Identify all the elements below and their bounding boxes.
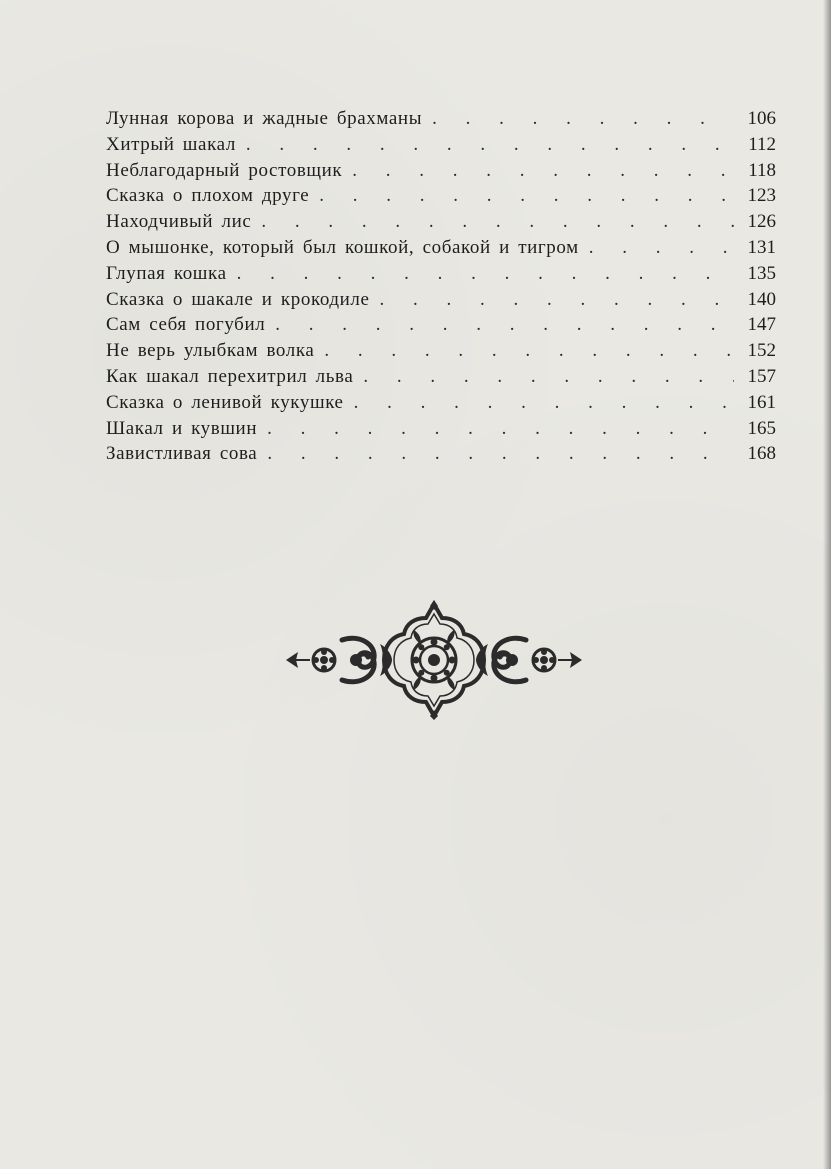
toc-entry-page: 157 xyxy=(747,365,776,387)
toc-entry-page: 126 xyxy=(747,211,776,233)
dot-leader xyxy=(363,366,734,388)
dot-leader xyxy=(380,289,734,311)
dot-leader xyxy=(275,314,734,336)
toc-entry-title: Неблагодарный ростовщик xyxy=(106,159,343,181)
toc-entry-title: Хитрый шакал xyxy=(106,133,236,155)
dot-leader xyxy=(432,108,734,130)
toc-entry-title: Шакал и кувшин xyxy=(106,417,258,439)
toc-entry xyxy=(106,185,776,211)
toc-entry-title: Глупая кошка xyxy=(106,262,227,284)
toc-entry-title: Как шакал перехитрил льва xyxy=(106,365,354,387)
toc-entry-page: 106 xyxy=(747,108,776,129)
toc-entry-page: 131 xyxy=(747,236,776,258)
toc-entry-page: 152 xyxy=(747,340,776,362)
toc-entry xyxy=(106,418,776,444)
toc-entry xyxy=(106,134,776,160)
dot-leader xyxy=(354,392,734,414)
toc-entry-title: Лунная корова и жадные брахманы xyxy=(106,108,423,129)
toc-entry xyxy=(106,108,776,134)
dot-leader xyxy=(261,211,734,233)
toc-entry xyxy=(106,366,776,392)
dot-leader xyxy=(237,263,734,285)
toc-entry-page: 147 xyxy=(747,314,776,336)
dot-leader xyxy=(589,237,734,259)
floral-ornament-icon xyxy=(284,600,584,720)
toc-entry xyxy=(106,237,776,263)
toc-entry-title: Сам себя погубил xyxy=(106,314,266,336)
toc-entry-title: О мышонке, который был кошкой, собакой и тигром xyxy=(106,236,579,258)
toc-entry-title: Сказка о ленивой кукушке xyxy=(106,391,344,413)
toc-entry-title: Завистливая сова xyxy=(106,443,258,465)
toc-entry xyxy=(106,263,776,289)
toc-entry-page: 168 xyxy=(747,443,776,465)
toc-entry-title: Находчивый лис xyxy=(106,211,252,233)
toc-entry xyxy=(106,392,776,418)
dot-leader xyxy=(267,418,734,440)
toc-entry xyxy=(106,340,776,366)
dot-leader xyxy=(246,134,734,156)
toc-entry-title: Не верь улыбкам волка xyxy=(106,340,315,362)
toc-entry xyxy=(106,160,776,186)
toc-entry xyxy=(106,314,776,340)
toc-entry-page: 112 xyxy=(748,133,776,155)
page-edge-shadow xyxy=(823,0,831,1169)
toc-entry-page: 135 xyxy=(747,262,776,284)
toc-entry-title: Сказка о шакале и крокодиле xyxy=(106,288,370,310)
toc-entry xyxy=(106,443,776,469)
dot-leader xyxy=(352,160,734,182)
toc-entry xyxy=(106,289,776,315)
toc-entry-page: 140 xyxy=(747,288,776,310)
toc-entry-page: 161 xyxy=(747,391,776,413)
toc-entry-page: 123 xyxy=(747,185,776,207)
dot-leader xyxy=(267,443,734,465)
dot-leader xyxy=(324,340,734,362)
dot-leader xyxy=(319,185,734,207)
table-of-contents xyxy=(106,108,776,469)
toc-entry-title: Сказка о плохом друге xyxy=(106,185,310,207)
toc-entry-page: 118 xyxy=(748,159,776,181)
toc-entry-page: 165 xyxy=(747,417,776,439)
toc-entry xyxy=(106,211,776,237)
